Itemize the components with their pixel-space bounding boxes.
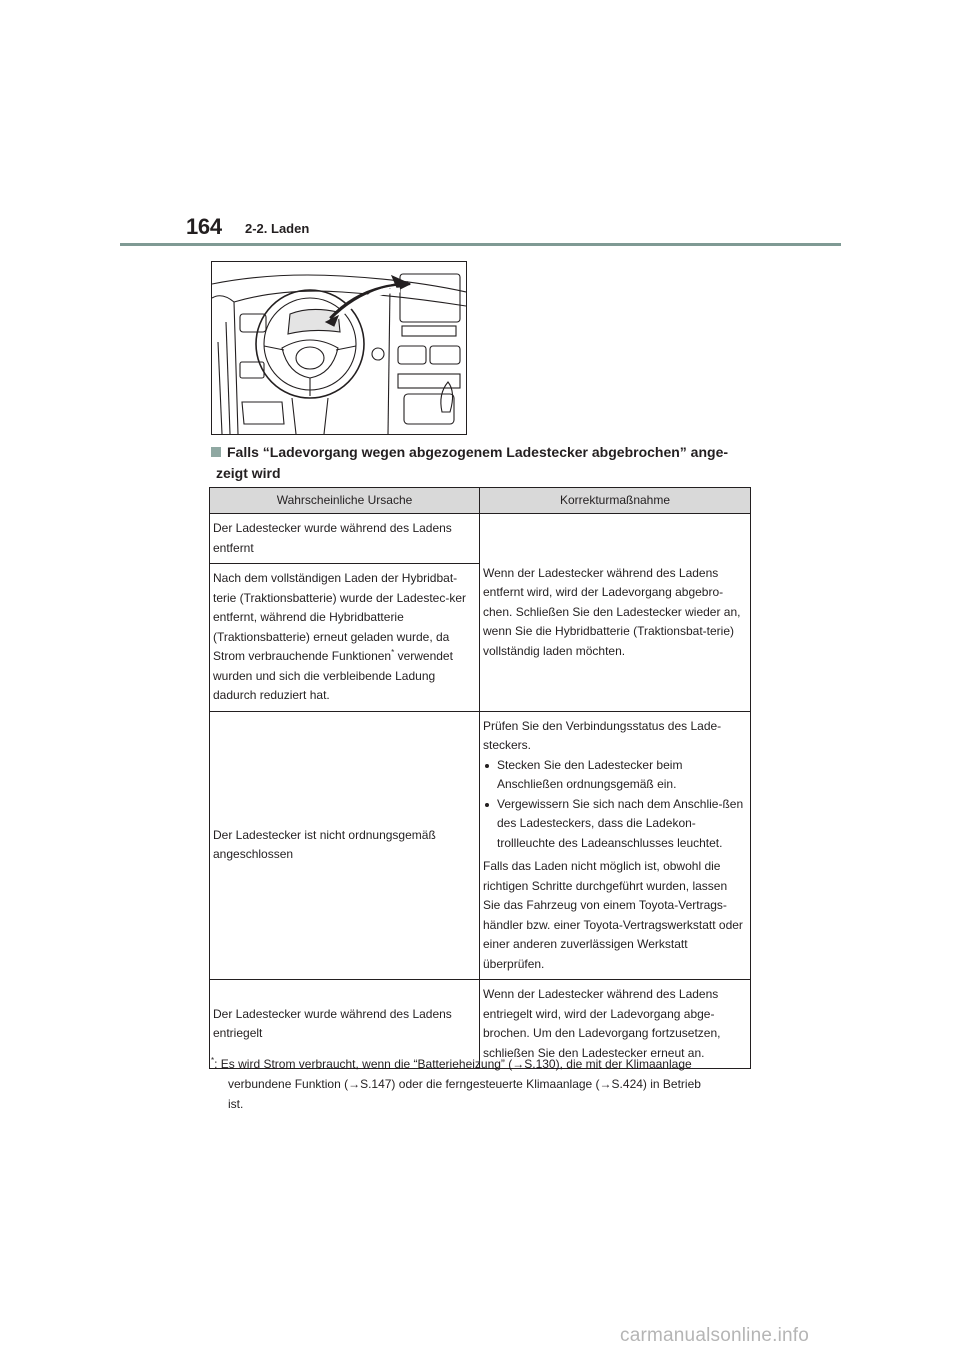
action-cell: Wenn der Ladestecker während des Ladens entriegelt wird, wird der Ladevorgang abge-brochen. Um den Ladevorgang fortzusetzen, schließen Sie den Ladestecker erneut an. — [480, 980, 751, 1069]
cause-cell: Der Ladestecker wurde während des Ladens entriegelt — [210, 980, 480, 1069]
heading-bullet-icon — [211, 447, 221, 457]
action-bullet-list — [483, 756, 747, 854]
list-item: Stecken Sie den Ladestecker beim Anschließen ordnungsgemäß ein. — [483, 756, 747, 795]
action-intro: Prüfen Sie den Verbindungsstatus des Lade-steckers. — [483, 718, 722, 752]
footnote-line-3: ist. — [228, 1097, 244, 1111]
column-header-action: Korrekturmaßnahme — [480, 488, 751, 514]
watermark-text: carmanualsonline.info — [620, 1325, 810, 1346]
footnote-line-2: verbundene Funktion (→S.147) oder die ferngesteuerte Klimaanlage (→S.424) in Betrieb — [228, 1077, 701, 1091]
cause-text-continued: verwendet wurden und sich die verbleibende Ladung dadurch reduziert hat. — [213, 649, 453, 702]
section-title: 2-2. Laden — [245, 221, 310, 236]
header-divider — [120, 243, 841, 246]
section-heading — [211, 442, 751, 484]
column-header-cause: Wahrscheinliche Ursache — [210, 488, 480, 514]
footnote-line-1: : Es wird Strom verbraucht, wenn die “Batterieheizung” (→S.130), die mit der Klimaanlage — [214, 1057, 692, 1071]
footnote-marker: * — [211, 1056, 215, 1065]
table-row — [210, 514, 751, 564]
heading-line-1: Falls “Ladevorgang wegen abgezogenem Ladestecker abgebrochen” ange- — [227, 444, 729, 460]
table-header-row — [210, 488, 751, 514]
cause-text: Nach dem vollständigen Laden der Hybridbat-terie (Traktionsbatterie) wurde der Ladestec-ker entfernt, während die Hybridbatterie (Traktionsbatterie) erneut geladen wurde, da Strom verbrauchende Funktionen — [213, 571, 466, 663]
heading-line-2: zeigt wird — [216, 465, 281, 481]
cause-cell — [210, 564, 480, 712]
action-cell: Wenn der Ladestecker während des Ladens entfernt wird, wird der Ladevorgang abgebro-chen. Schließen Sie den Ladestecker wieder an, wenn Sie die Hybridbatterie (Traktionsbat-terie) vollständig laden möchten. — [480, 514, 751, 712]
action-outro: Falls das Laden nicht möglich ist, obwohl die richtigen Schritte durchgeführt wurden, lassen Sie das Fahrzeug von einem Toyota-Vertrags-händler bzw. einer Toyota-Vertragswerkstatt oder einer anderen zuverlässigen Werkstatt überprüfen. — [483, 859, 743, 971]
footnote — [211, 1054, 751, 1114]
table-row — [210, 711, 751, 980]
cause-cell: Der Ladestecker wurde während des Ladens entfernt — [210, 514, 480, 564]
dashboard-illustration — [211, 261, 467, 435]
footnote-marker: * — [391, 648, 395, 657]
list-item: Vergewissern Sie sich nach dem Anschlie-ßen des Ladesteckers, dass die Ladekon-trollleuchte des Ladeanschlusses leuchtet. — [483, 795, 747, 854]
action-cell — [480, 711, 751, 980]
troubleshooting-table — [209, 487, 751, 1069]
cause-cell: Der Ladestecker ist nicht ordnungsgemäß angeschlossen — [210, 711, 480, 980]
steering-wheel-with-display-arrow-icon — [212, 262, 466, 434]
page-number: 164 — [186, 214, 222, 239]
